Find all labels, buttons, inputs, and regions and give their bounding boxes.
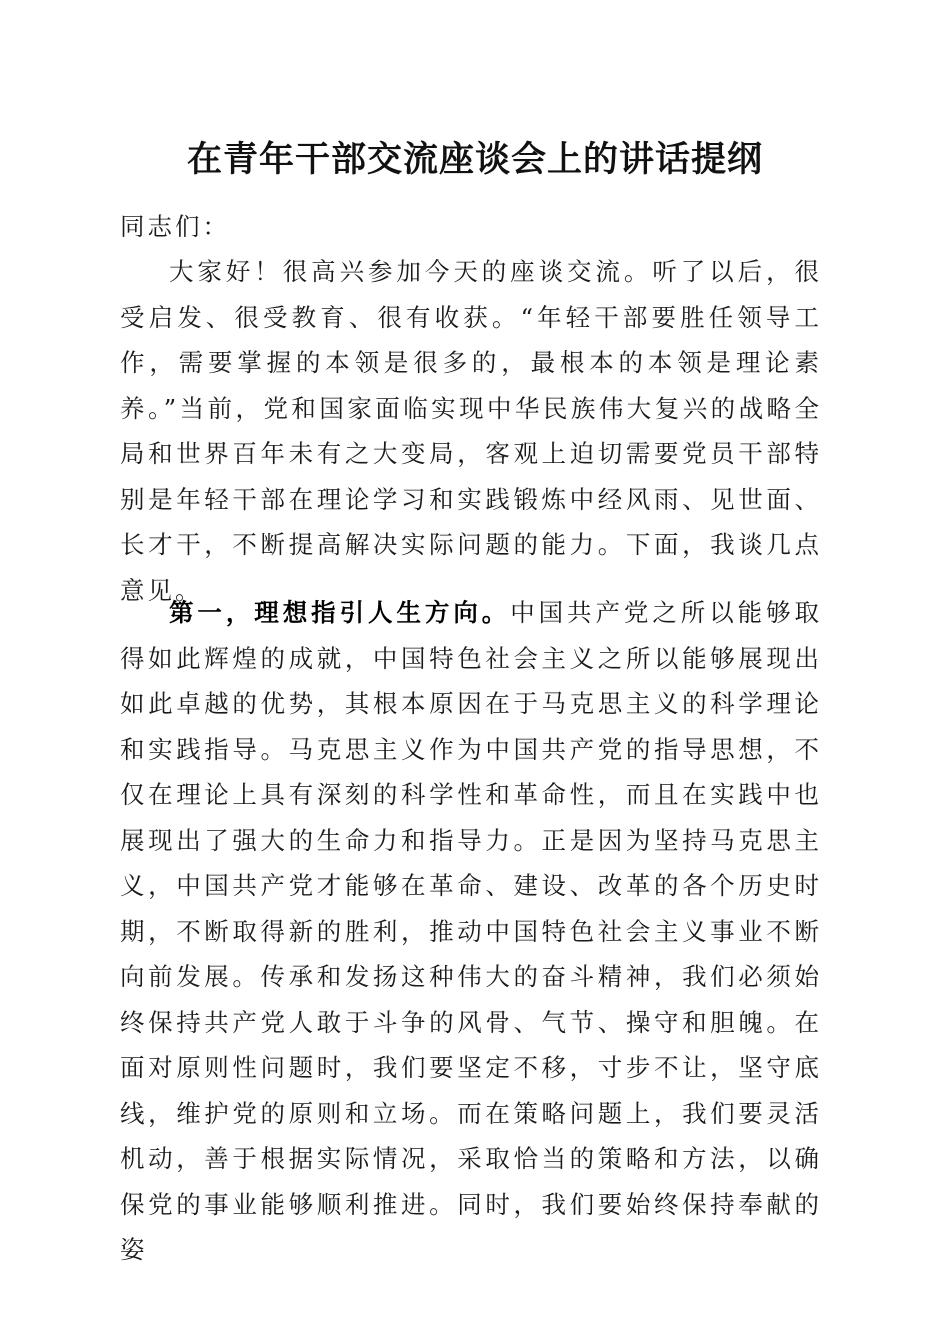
paragraph-text: 大家好！很高兴参加今天的座谈交流。听了以后，很受启发、很受教育、很有收获。“年轻干部要胜任领导工作，需要掌握的本领是很多的，最根本的本领是理论素养。”当前，党和国家面临实现中华民族伟大复兴的战略全局和世界百年未有之大变局，客观上迫切需要党员干部特别是年轻干部在理论学习和实践锻炼中经风雨、见世面、长才干，不断提高解决实际问题的能力。下面，我谈几点意见。 xyxy=(120,257,822,605)
paragraph-intro xyxy=(120,249,822,613)
paragraph-point-one xyxy=(120,590,822,1273)
paragraph-text: 中国共产党之所以能够取得如此辉煌的成就，中国特色社会主义之所以能够展现出如此卓越的优势，其根本原因在于马克思主义的科学理论和实践指导。马克思主义作为中国共产党的指导思想，不仅在理论上具有深刻的科学性和革命性，而且在实践中也展现出了强大的生命力和指导力。正是因为坚持马克思主义，中国共产党才能够在革命、建设、改革的各个历史时期，不断取得新的胜利，推动中国特色社会主义事业不断向前发展。传承和发扬这种伟大的奋斗精神，我们必须始终保持共产党人敢于斗争的风骨、气节、操守和胆魄。在面对原则性问题时，我们要坚定不移，寸步不让，坚守底线，维护党的原则和立场。而在策略问题上，我们要灵活机动，善于根据实际情况，采取恰当的策略和方法，以确保党的事业能够顺利推进。同时，我们要始终保持奉献的姿 xyxy=(120,598,823,1264)
salutation: 同志们： xyxy=(120,212,230,241)
document-title: 在青年干部交流座谈会上的讲话提纲 xyxy=(186,139,763,180)
paragraph-lead-heading: 第一，理想指引人生方向。 xyxy=(169,598,511,627)
